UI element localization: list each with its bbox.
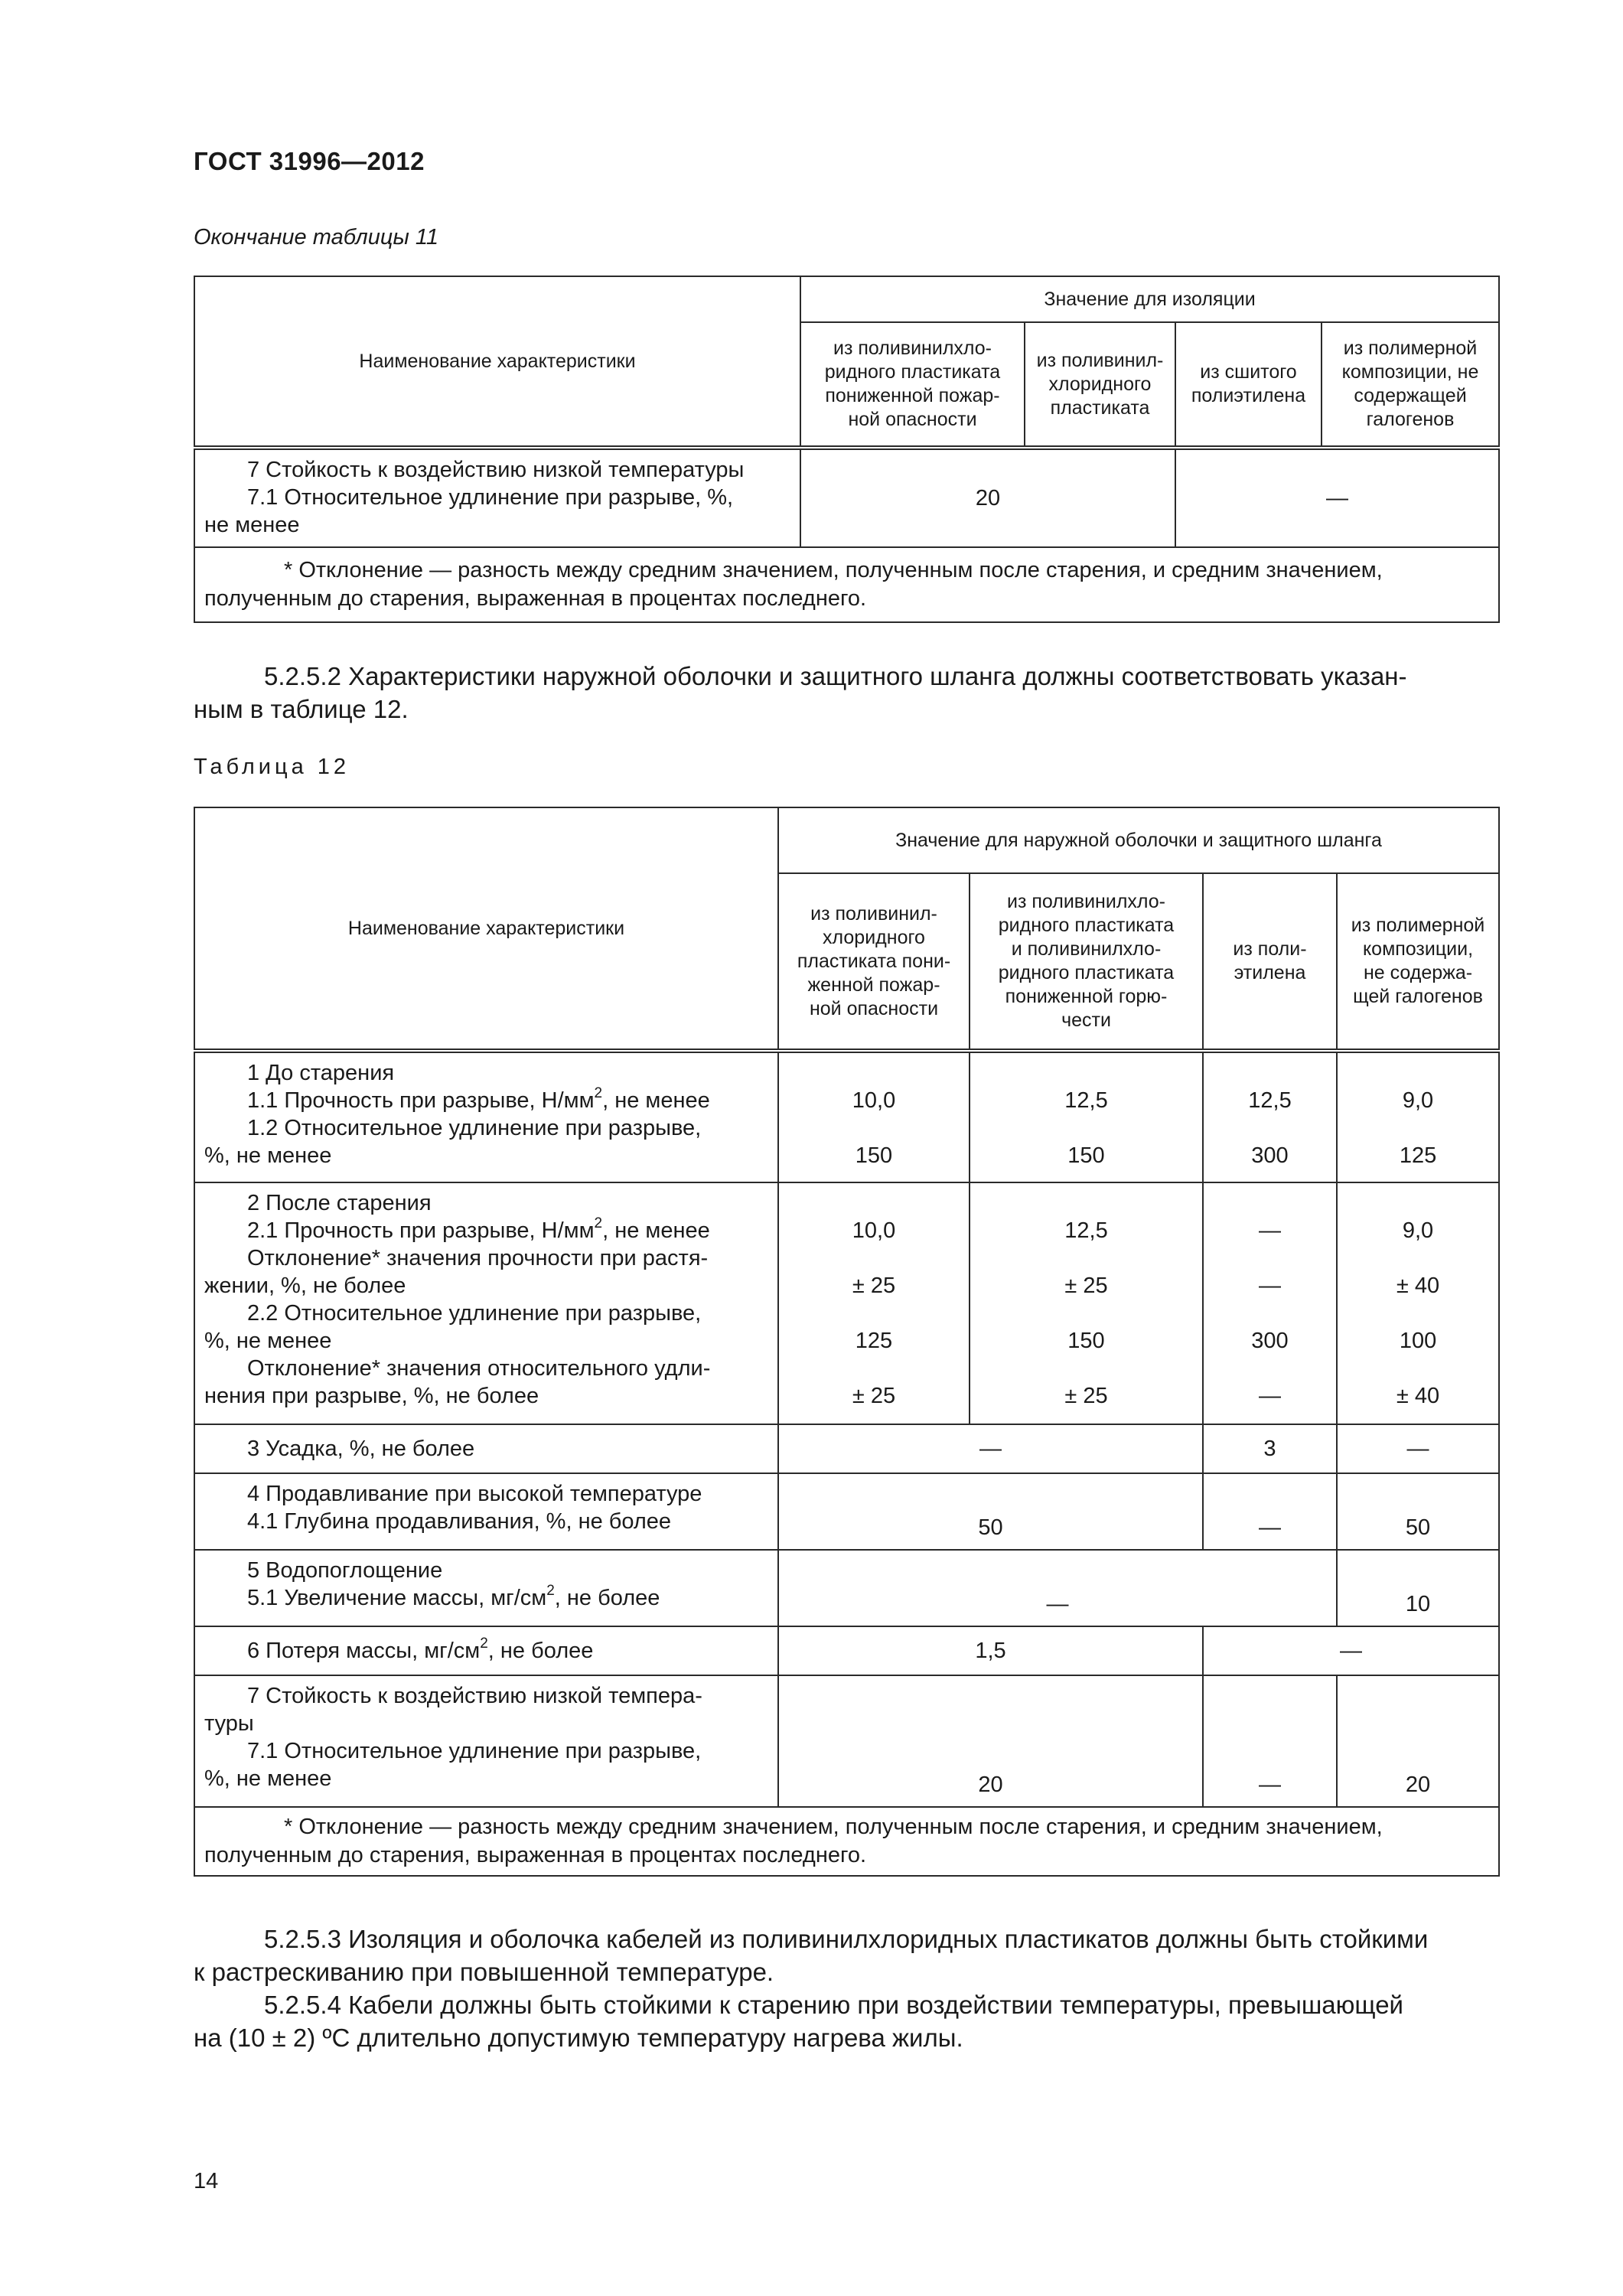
t11-row7-value-pvc: 20	[800, 448, 1175, 547]
t11-name-header: Наименование характеристики	[194, 276, 800, 448]
t12-row1-c4: 9,0 125	[1337, 1051, 1499, 1182]
t12-row7-v3: —	[1203, 1675, 1337, 1807]
t12-row3-v4: —	[1337, 1424, 1499, 1473]
t12-row4-v4: 50	[1337, 1473, 1499, 1550]
t12-row2-c1: 10,0 ± 25 125 ± 25	[778, 1182, 970, 1424]
t11-row7-value-other: —	[1175, 448, 1499, 547]
t12-row6-name: 6 Потеря массы, $мг/см^2$, не более	[194, 1626, 778, 1675]
t11-group-header: Значение для изоляции	[800, 276, 1499, 322]
t12-row2-name: 2 После старения 2.1 Прочность при разрыве, $Н/мм^2$, не менее Отклонение* значения прочности при растя- жении, %, не более 2.2 Относительное удлинение при разрыве, %, не менее Отклонение* значения относительного удли- нения при разрыве, %, не более	[194, 1182, 778, 1424]
t12-row1-c1: 10,0 150	[778, 1051, 970, 1182]
t12-group-header: Значение для наружной оболочки и защитного шланга	[778, 807, 1499, 873]
t12-row7-name: 7 Стойкость к воздействию низкой темпера- туры 7.1 Относительное удлинение при разрыве, %, не менее	[194, 1675, 778, 1807]
t12-row1-c2: 12,5 150	[970, 1051, 1203, 1182]
para-5-2-5-4: 5.2.5.4 Кабели должны быть стойкими к старению при воздействии температуры, превышающей на (10 ± 2) ºС длительно допустимую температуру нагрева жилы.	[194, 1991, 1403, 2052]
t12-row1-name: 1 До старения 1.1 Прочность при разрыве, $Н/мм^2$, не менее 1.2 Относительное удлинение при разрыве, %, не менее	[194, 1051, 778, 1182]
t12-row7-v12: 20	[778, 1675, 1203, 1807]
t12-row3-name: 3 Усадка, %, не более	[194, 1424, 778, 1473]
t12-col-pvc-flame: из поливинилхло- ридного пластиката и поливинилхло- ридного пластиката пониженной горю- чести	[970, 873, 1203, 1051]
page-number: 14	[194, 2169, 219, 2193]
para-5-2-5-3: 5.2.5.3 Изоляция и оболочка кабелей из поливинилхлоридных пластикатов должны быть стойкими к растрескиванию при повышенной температуре.	[194, 1925, 1429, 1986]
t12-row2-c2: 12,5 ± 25 150 ± 25	[970, 1182, 1203, 1424]
t12-footnote: * Отклонение — разность между средним значением, полученным после старения, и средним значением, полученным до старения, выраженная в процентах последнего.	[194, 1807, 1499, 1876]
t12-row3-v12: —	[778, 1424, 1203, 1473]
t11-col-pvc: из поливинил- хлоридного пластиката	[1025, 322, 1175, 448]
t11-row7-name: 7 Стойкость к воздействию низкой температуры 7.1 Относительное удлинение при разрыве, %, не менее	[194, 448, 800, 547]
table-12	[194, 807, 1500, 1877]
t12-row3-v3: 3	[1203, 1424, 1337, 1473]
doc-header: ГОСТ 31996—2012	[194, 147, 425, 175]
t12-row5-v4: 10	[1337, 1550, 1499, 1626]
t12-name-header: Наименование характеристики	[194, 807, 778, 1051]
t12-col-halogen-free: из полимерной композиции, не содержа- щей галогенов	[1337, 873, 1499, 1051]
para-5-2-5-2: 5.2.5.2 Характеристики наружной оболочки и защитного шланга должны соответствовать указан- ным в таблице 12.	[194, 662, 1407, 723]
t11-col-halogen-free: из полимерной композиции, не содержащей галогенов	[1322, 322, 1499, 448]
t12-row1-c3: 12,5 300	[1203, 1051, 1337, 1182]
t12-col-pe: из поли- этилена	[1203, 873, 1337, 1051]
t12-row4-v3: —	[1203, 1473, 1337, 1550]
t12-row4-name: 4 Продавливание при высокой температуре 4.1 Глубина продавливания, %, не более	[194, 1473, 778, 1550]
t11-footnote: * Отклонение — разность между средним значением, полученным после старения, и средним значением, полученным до старения, выраженная в процентах последнего.	[194, 547, 1499, 622]
t11-col-xlpe: из сшитого полиэтилена	[1175, 322, 1322, 448]
t12-row7-v4: 20	[1337, 1675, 1499, 1807]
table-11	[194, 276, 1500, 623]
t12-row5-v123: —	[778, 1550, 1337, 1626]
table11-caption: Окончание таблицы 11	[194, 225, 438, 249]
t12-col-pvc-fire: из поливинил- хлоридного пластиката пони- женной пожар- ной опасности	[778, 873, 970, 1051]
t11-col-pvc-fire: из поливинилхло- ридного пластиката пониженной пожар- ной опасности	[800, 322, 1025, 448]
table12-caption: Таблица 12	[194, 755, 350, 779]
t12-row2-c4: 9,0 ± 40 100 ± 40	[1337, 1182, 1499, 1424]
t12-row4-v12: 50	[778, 1473, 1203, 1550]
t12-row6-v34: —	[1203, 1626, 1499, 1675]
t12-row5-name: 5 Водопоглощение 5.1 Увеличение массы, $мг/см^2$, не более	[194, 1550, 778, 1626]
t12-row6-v12: 1,5	[778, 1626, 1203, 1675]
t12-row2-c3: — — 300 —	[1203, 1182, 1337, 1424]
